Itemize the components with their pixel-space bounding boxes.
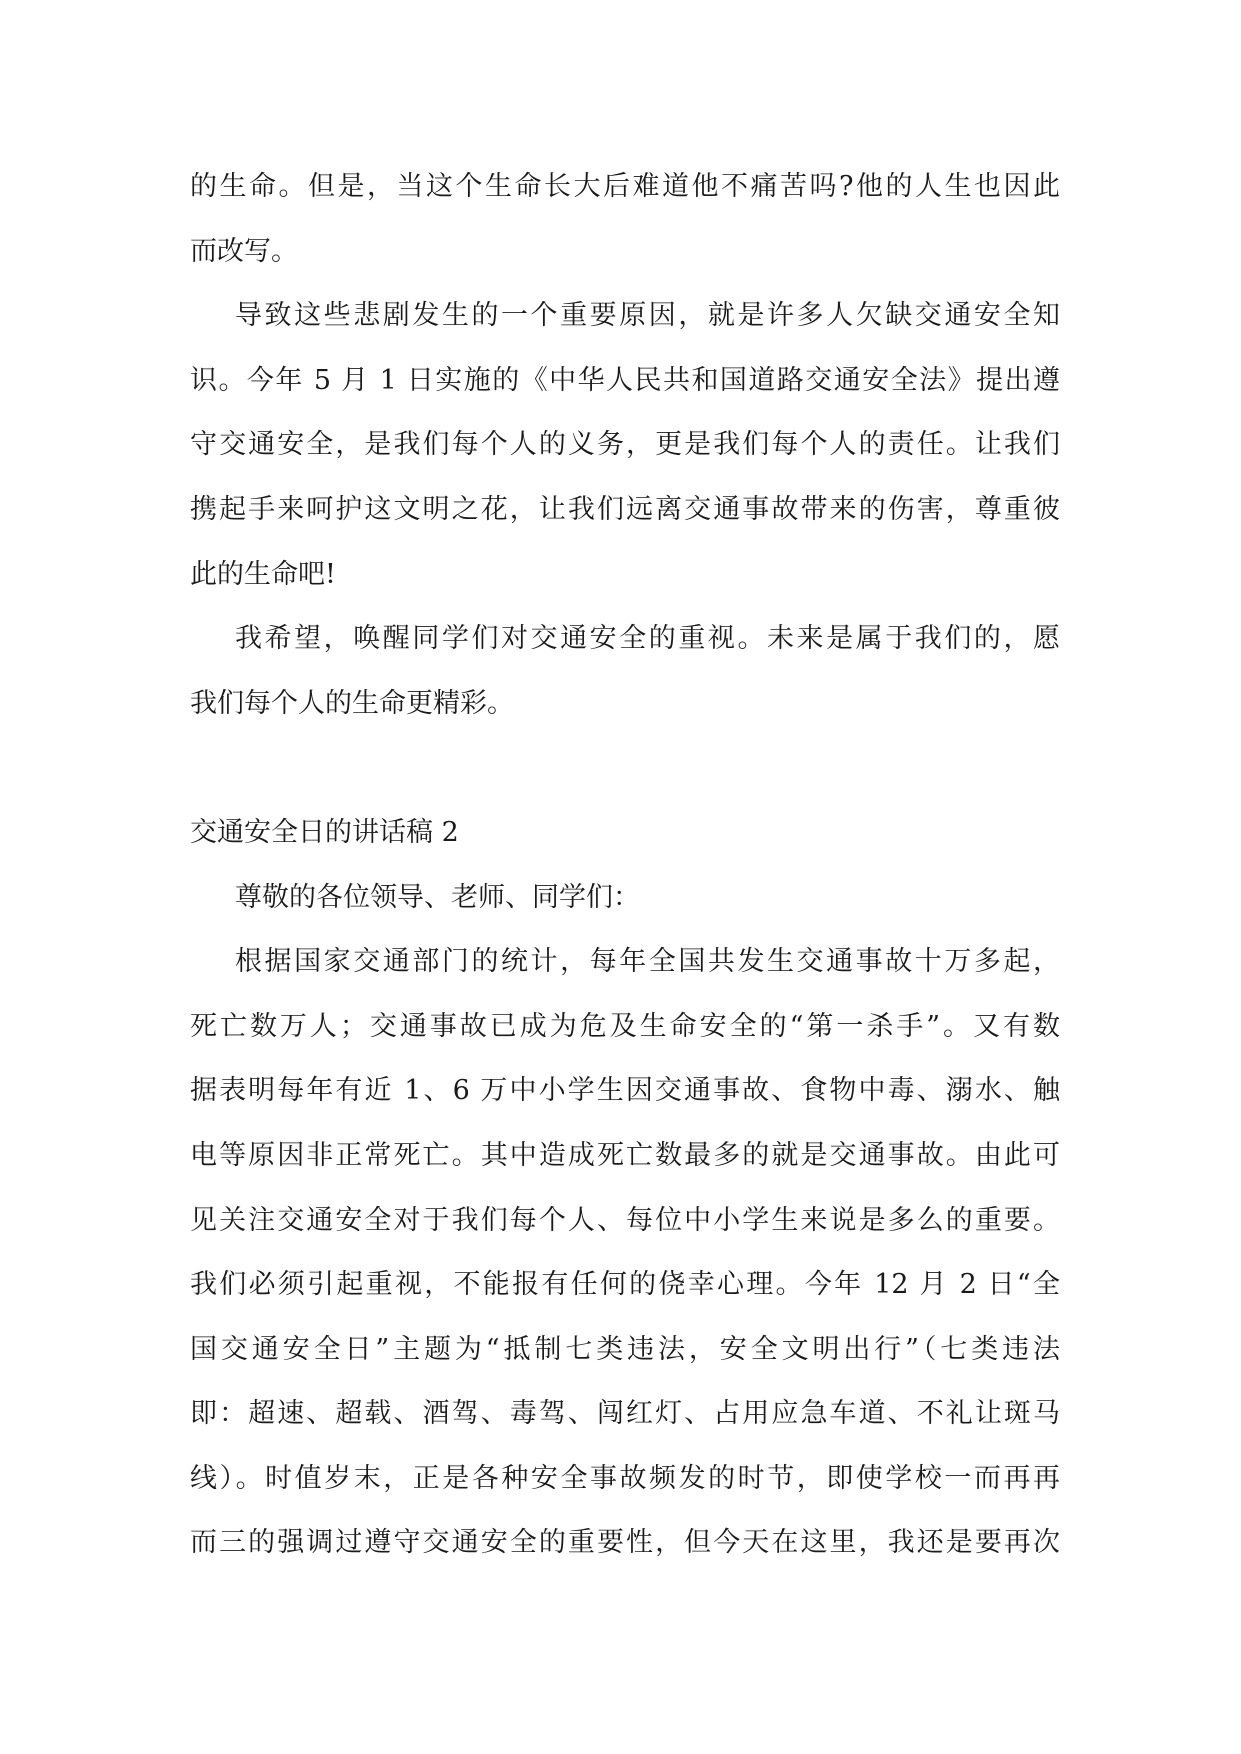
text-line: 识。今年 5 月 1 日实施的《中华人民共和国道路交通安全法》提出遵 (190, 364, 1060, 396)
paragraph-hope (190, 607, 1060, 736)
text-line: 根据国家交通部门的统计，每年全国共发生交通事故十万多起， (235, 946, 1060, 978)
text-line: 即：超速、超载、酒驾、毒驾、闯红灯、占用应急车道、不礼让斑马 (190, 1398, 1060, 1430)
text-line: 我们每个人的生命更精彩。 (190, 687, 514, 719)
text-line: 国交通安全日”主题为“抵制七类违法，安全文明出行”（七类违法 (190, 1333, 1060, 1365)
greeting: 尊敬的各位领导、老师、同学们： (235, 881, 640, 913)
paragraph-reason (190, 284, 1060, 607)
text-line: 见关注交通安全对于我们每个人、每位中小学生来说是多么的重要。 (190, 1204, 1060, 1236)
text-line: 线）。时值岁末，正是各种安全事故频发的时节，即使学校一而再再 (190, 1462, 1060, 1494)
text-line: 据表明每年有近 1、6 万中小学生因交通事故、食物中毒、溺水、触 (190, 1075, 1060, 1107)
continuation-paragraph (190, 155, 1060, 284)
text-line: 此的生命吧! (190, 558, 336, 590)
text-line: 携起手来呵护这文明之花，让我们远离交通事故带来的伤害，尊重彼 (190, 493, 1060, 525)
text-line: 的生命。但是，当这个生命长大后难道他不痛苦吗?他的人生也因此 (190, 171, 1060, 202)
text-line: 我希望，唤醒同学们对交通安全的重视。未来是属于我们的，愿 (235, 623, 1060, 655)
text-line: 电等原因非正常死亡。其中造成死亡数最多的就是交通事故。由此可 (190, 1139, 1060, 1171)
text-line: 导致这些悲剧发生的一个重要原因，就是许多人欠缺交通安全知 (235, 300, 1060, 332)
text-line: 死亡数万人；交通事故已成为危及生命安全的“第一杀手”。又有数 (190, 1010, 1060, 1042)
text-line: 而改写。 (190, 235, 298, 267)
section-title: 交通安全日的讲话稿 2 (190, 816, 459, 848)
text-line: 我们必须引起重视，不能报有任何的侥幸心理。今年 12 月 2 日“全 (190, 1269, 1060, 1301)
document-body (190, 155, 1060, 1576)
paragraph-statistics (190, 930, 1060, 1576)
text-line: 而三的强调过遵守交通安全的重要性，但今天在这里，我还是要再次 (190, 1527, 1060, 1559)
text-line: 守交通安全，是我们每个人的义务，更是我们每个人的责任。让我们 (190, 429, 1060, 461)
section-spacer (190, 736, 1060, 801)
